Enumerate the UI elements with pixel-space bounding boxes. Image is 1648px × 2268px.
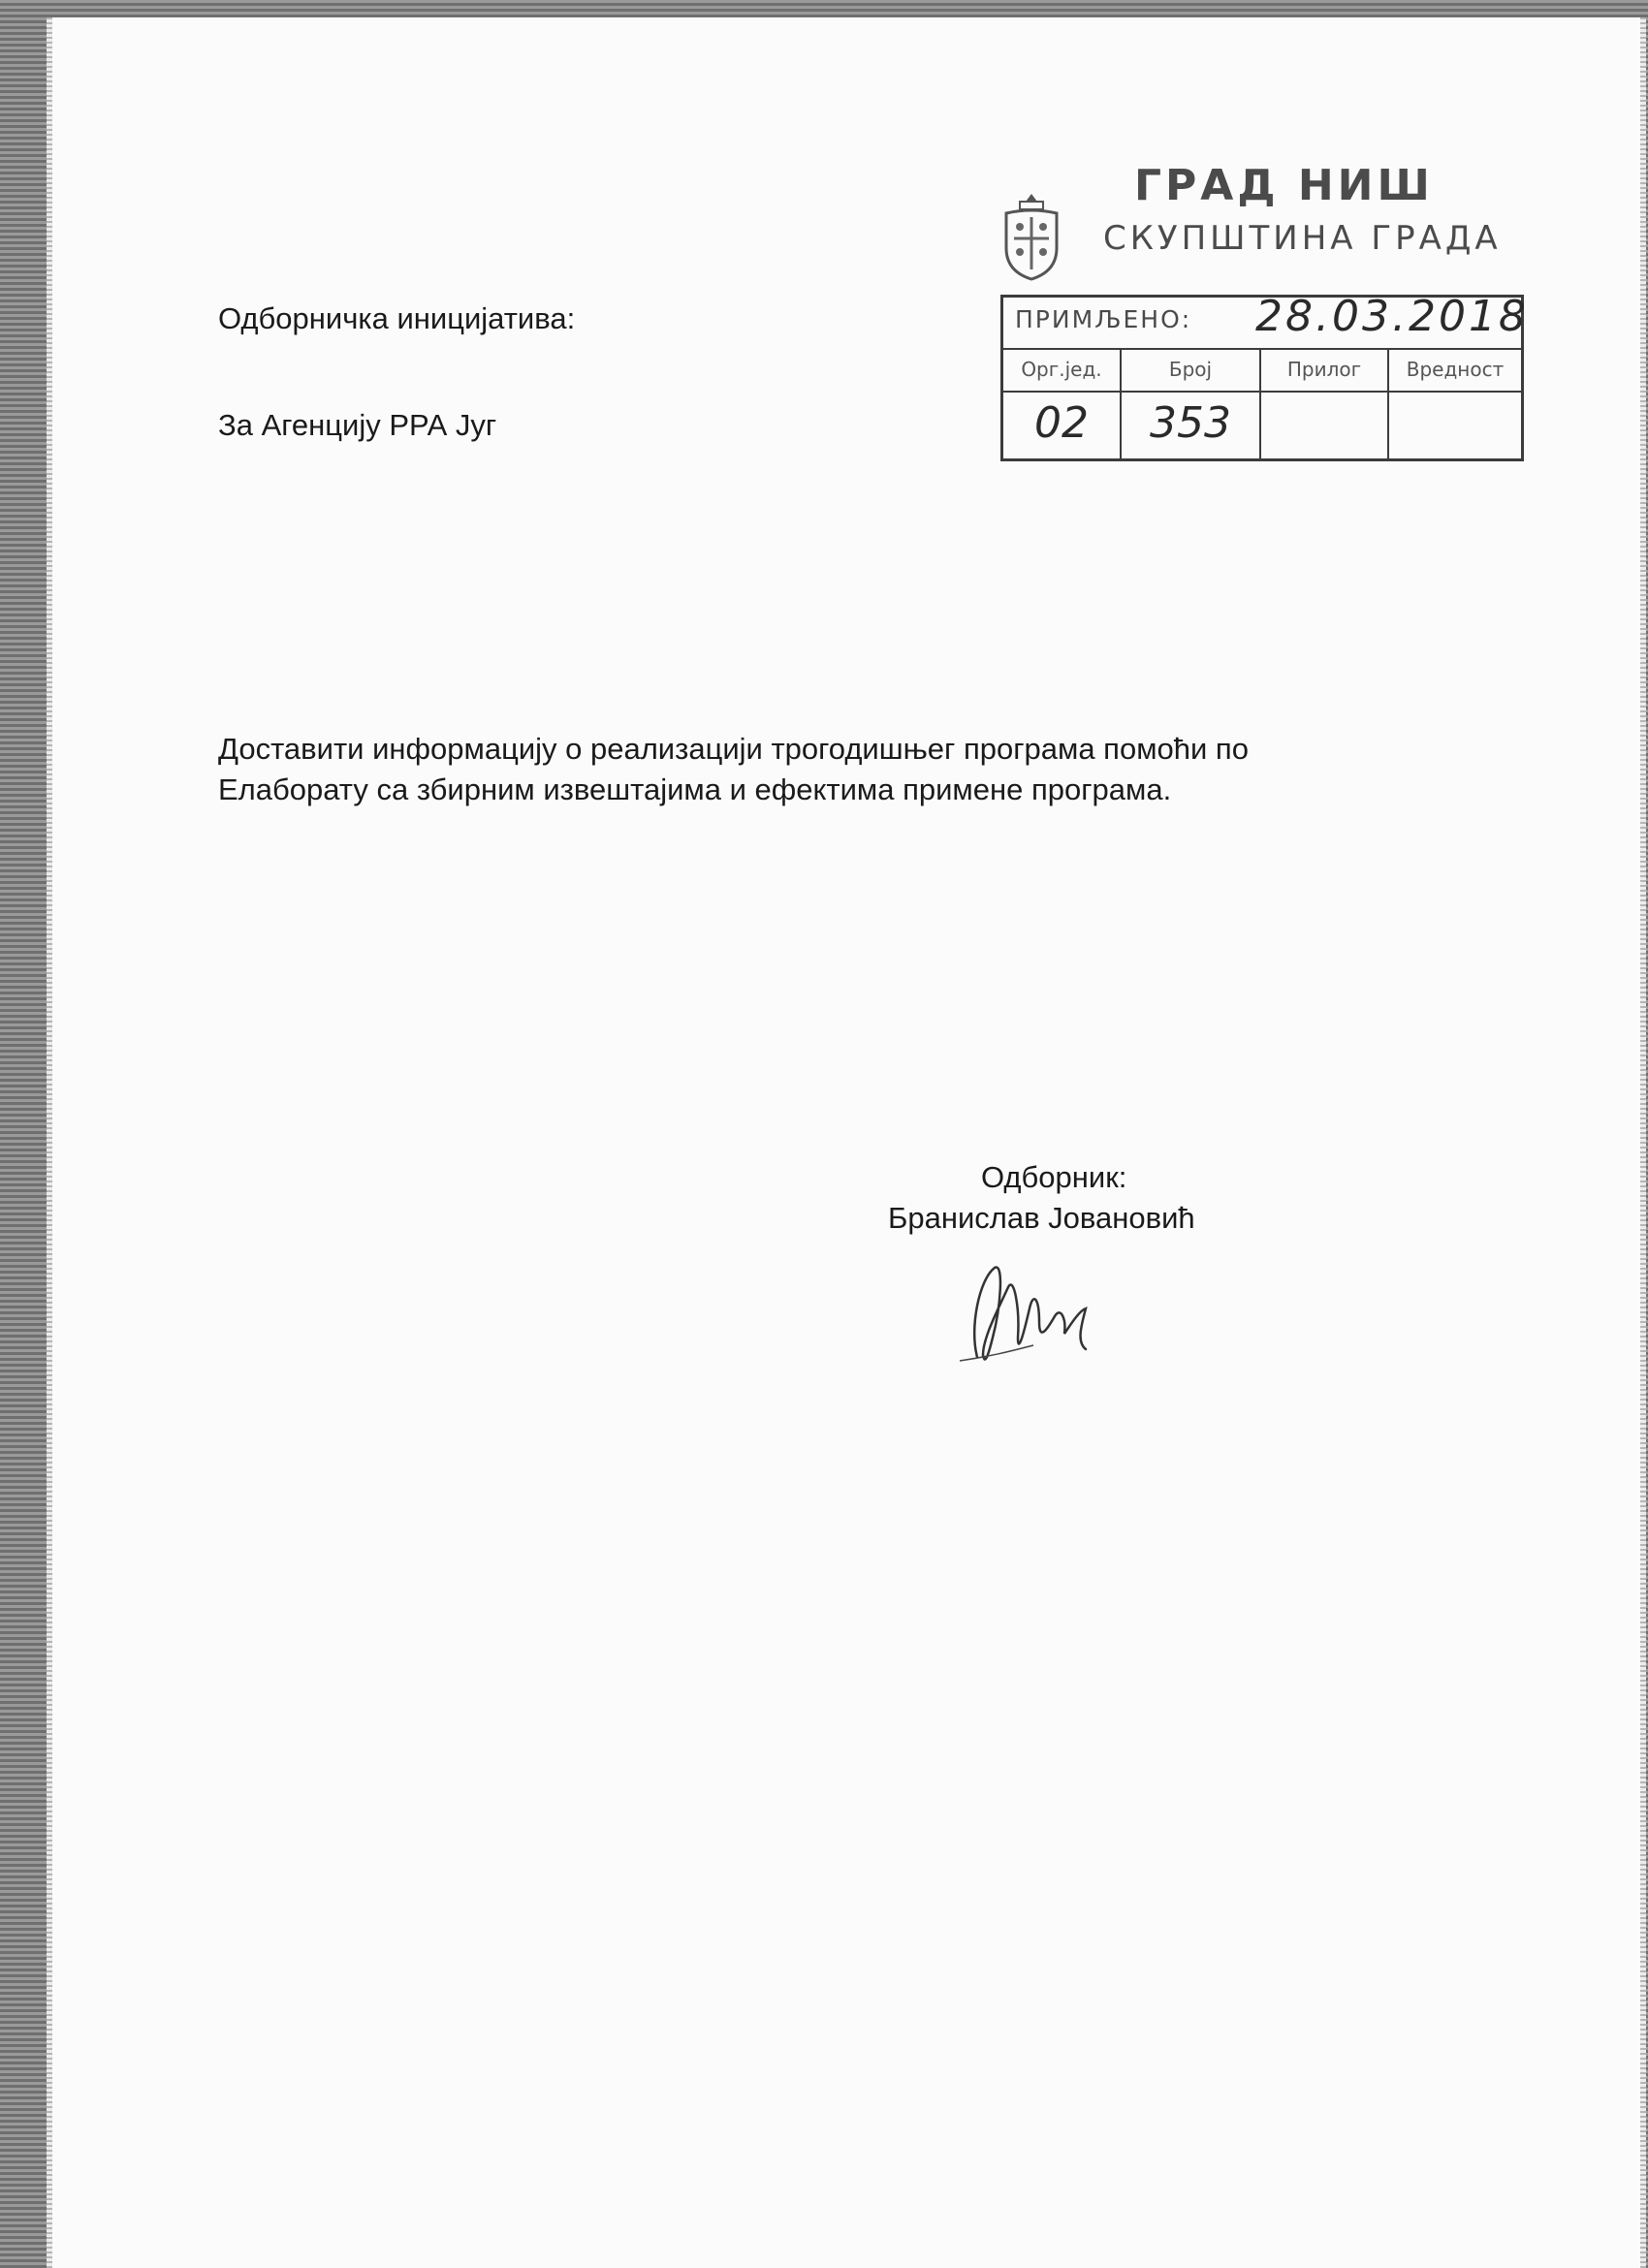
- signature-name: Бранислав Јовановић: [888, 1201, 1195, 1235]
- body-line-2: Елаборату са збирним извештајима и ефектима примене програма.: [218, 772, 1172, 806]
- col-org-unit: Орг.јед.: [1021, 358, 1102, 381]
- stamp-city: ГРАД НИШ: [1134, 161, 1434, 210]
- org-unit-value: 02: [1034, 398, 1089, 448]
- stamp-institution: СКУПШТИНА ГРАДА: [1103, 219, 1502, 258]
- coat-of-arms-icon: [998, 190, 1064, 283]
- col-number: Број: [1168, 358, 1213, 381]
- number-value: 353: [1150, 398, 1231, 448]
- received-stamp: [1000, 292, 1529, 461]
- scan-edge-left: [47, 17, 52, 2268]
- document-heading: Одборничка иницијатива:: [218, 301, 576, 335]
- col-value: Вредност: [1406, 358, 1505, 381]
- col-attachment: Прилог: [1286, 358, 1362, 381]
- recipient-line: За Агенцију РРА Југ: [218, 408, 497, 442]
- received-label: ПРИМЉЕНО:: [1015, 305, 1192, 333]
- body-line-1: Доставити информацију о реализацији трогодишњег програма помоћи по: [218, 732, 1249, 766]
- signature-title: Одборник:: [981, 1160, 1127, 1194]
- scan-edge-right: [1640, 17, 1646, 2268]
- received-date: 28.03.2018: [1255, 292, 1529, 341]
- stamp-divider: [1003, 348, 1521, 350]
- handwritten-signature: [940, 1241, 1115, 1386]
- stamp-divider: [1003, 391, 1521, 393]
